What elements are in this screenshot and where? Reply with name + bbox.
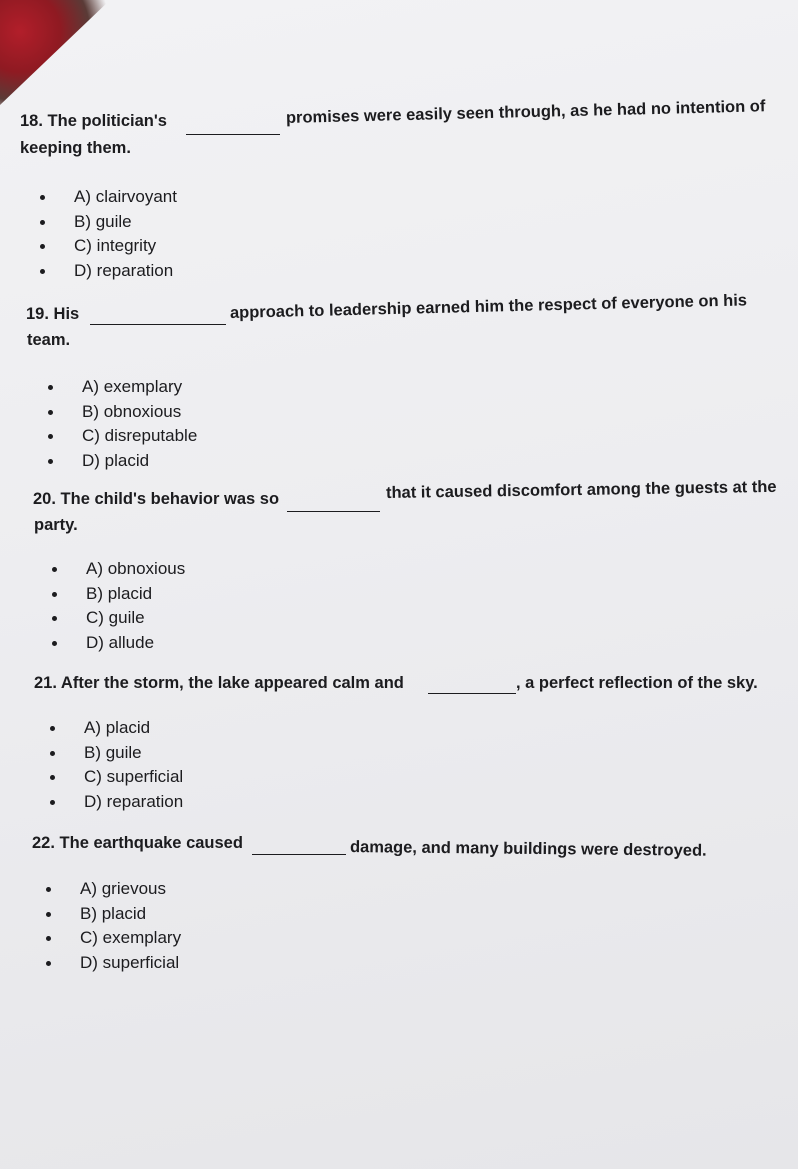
question-stem <box>20 112 167 131</box>
option-b[interactable] <box>40 210 177 235</box>
stem-before-blank: The politician's <box>47 112 167 130</box>
option-c[interactable] <box>40 234 177 259</box>
option-label: D) reparation <box>84 791 184 811</box>
stem-before-blank: After the storm, the lake appeared calm and <box>60 674 404 692</box>
stem-before-blank: His <box>53 305 80 323</box>
options-list <box>52 557 185 655</box>
bullet-icon <box>48 459 53 464</box>
option-a[interactable] <box>40 185 177 210</box>
bullet-icon <box>50 775 55 780</box>
option-c[interactable] <box>46 926 181 951</box>
stem-continuation: keeping them. <box>20 139 131 157</box>
options-list <box>46 877 181 975</box>
bullet-icon <box>48 410 53 415</box>
option-label: C) integrity <box>74 236 157 255</box>
question-number: 20. <box>33 490 56 508</box>
question-stem <box>26 305 79 324</box>
bullet-icon <box>52 567 57 572</box>
option-b[interactable] <box>50 741 183 766</box>
option-d[interactable] <box>48 449 197 474</box>
bullet-icon <box>52 592 57 597</box>
option-label: B) guile <box>74 211 132 231</box>
options-list <box>40 185 177 283</box>
bullet-icon <box>52 641 57 646</box>
option-label: D) placid <box>82 450 150 470</box>
stem-after-blank: that it caused discomfort among the guests at the <box>385 477 777 502</box>
option-label: D) superficial <box>80 952 180 972</box>
stem-before-blank: The earthquake caused <box>59 834 243 852</box>
bullet-icon <box>52 616 57 621</box>
option-a[interactable] <box>52 557 185 582</box>
bullet-icon <box>50 751 55 756</box>
stem-after-blank: damage, and many buildings were destroyed. <box>349 838 707 860</box>
answer-blank <box>252 840 346 855</box>
option-a[interactable] <box>48 375 197 400</box>
bullet-icon <box>46 887 51 892</box>
bullet-icon <box>40 195 45 200</box>
answer-blank <box>90 310 226 325</box>
option-d[interactable] <box>52 631 185 656</box>
bullet-icon <box>48 434 53 439</box>
option-label: B) guile <box>84 742 142 762</box>
option-b[interactable] <box>46 902 181 927</box>
bullet-icon <box>46 961 51 966</box>
option-label: D) reparation <box>74 260 174 280</box>
option-d[interactable] <box>46 951 181 976</box>
option-label: B) placid <box>80 903 147 923</box>
bullet-icon <box>50 726 55 731</box>
stem-after-blank: , a perfect reflection of the sky. <box>516 674 758 692</box>
option-label: B) obnoxious <box>82 401 182 421</box>
option-label: D) allude <box>86 632 155 652</box>
answer-blank <box>186 120 280 135</box>
option-label: C) superficial <box>84 767 184 786</box>
option-label: A) placid <box>84 718 151 737</box>
bullet-icon <box>46 936 51 941</box>
option-a[interactable] <box>50 716 183 741</box>
bullet-icon <box>50 800 55 805</box>
option-label: C) disreputable <box>82 426 198 445</box>
question-stem <box>33 490 279 509</box>
option-c[interactable] <box>52 606 185 631</box>
question-number: 19. <box>26 305 49 323</box>
options-list <box>50 716 183 814</box>
option-label: C) exemplary <box>80 928 182 947</box>
bullet-icon <box>48 385 53 390</box>
bullet-icon <box>40 220 45 225</box>
stem-after-blank: promises were easily seen through, as he had no intention of <box>285 97 766 127</box>
option-label: A) exemplary <box>82 377 183 396</box>
stem-continuation: party. <box>34 516 78 534</box>
answer-blank <box>428 679 516 694</box>
option-label: B) placid <box>86 583 153 603</box>
option-b[interactable] <box>48 400 197 425</box>
stem-before-blank: The child's behavior was so <box>60 490 280 508</box>
option-b[interactable] <box>52 582 185 607</box>
red-object-corner <box>0 0 110 105</box>
question-stem <box>34 674 404 693</box>
option-c[interactable] <box>50 765 183 790</box>
question-number: 18. <box>20 112 43 130</box>
option-d[interactable] <box>40 259 177 284</box>
option-label: C) guile <box>86 608 145 627</box>
option-label: A) grievous <box>80 879 166 898</box>
stem-continuation: team. <box>27 331 71 349</box>
option-label: A) clairvoyant <box>74 187 177 206</box>
option-d[interactable] <box>50 790 183 815</box>
stem-after-blank: approach to leadership earned him the respect of everyone on his <box>229 291 748 322</box>
bullet-icon <box>40 244 45 249</box>
options-list <box>48 375 197 473</box>
answer-blank <box>287 497 380 512</box>
option-a[interactable] <box>46 877 181 902</box>
question-stem <box>32 834 243 853</box>
option-c[interactable] <box>48 424 197 449</box>
question-number: 22. <box>32 834 55 852</box>
bullet-icon <box>40 269 45 274</box>
question-number: 21. <box>34 674 57 692</box>
bullet-icon <box>46 912 51 917</box>
option-label: A) obnoxious <box>86 559 186 578</box>
